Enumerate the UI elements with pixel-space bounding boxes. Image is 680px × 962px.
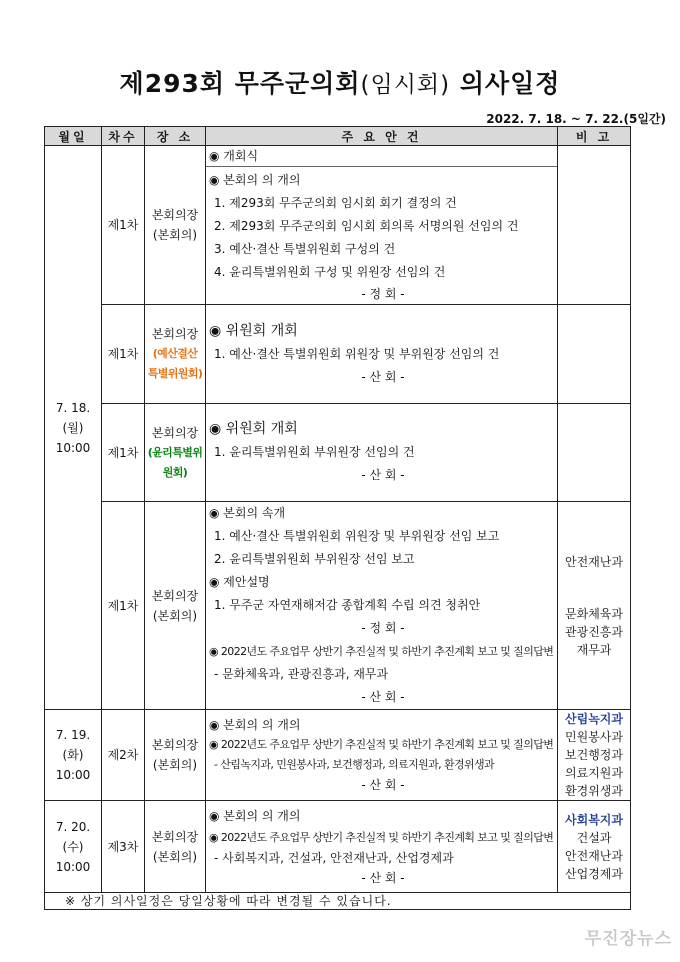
footnote: ※ 상기 의사일정은 당일상황에 따라 변경될 수 있습니다. bbox=[45, 893, 631, 910]
agenda-close: - 산 회 - bbox=[361, 871, 405, 885]
session-cell: 제1차 bbox=[102, 305, 145, 404]
note-cell bbox=[558, 146, 631, 305]
weekday-line: (월) bbox=[62, 420, 84, 435]
note-line: 산업경제과 bbox=[565, 866, 623, 881]
place-line: 본회의장 bbox=[151, 588, 199, 603]
time-line: 10:00 bbox=[55, 440, 91, 455]
time-line: 10:00 bbox=[55, 859, 91, 874]
place-cell bbox=[145, 801, 206, 893]
note-cell bbox=[558, 305, 631, 404]
agenda-close: - 산 회 - bbox=[361, 690, 405, 704]
agenda-item: 1. 예산·결산 특별위원회 위원장 및 부위원장 선임의 건 bbox=[214, 346, 500, 361]
place-line: 본회의장 bbox=[151, 738, 199, 752]
note-line: 사회복지과 bbox=[565, 812, 623, 827]
agenda-heading: ◉ 본회의 속개 bbox=[209, 506, 286, 520]
note-line: 건설과 bbox=[576, 830, 612, 845]
table-row bbox=[45, 801, 631, 893]
session-period: 2022. 7. 18. ~ 7. 22.(5일간) bbox=[486, 112, 666, 126]
place-line: (본회의) bbox=[152, 758, 198, 772]
title-tail: 의사일정 bbox=[459, 69, 561, 98]
agenda-cell bbox=[206, 305, 558, 404]
department-list: - 사회복지과, 건설과, 안전재난과, 산업경제과 bbox=[214, 851, 454, 865]
date-line: 7. 19. bbox=[55, 728, 91, 742]
date-line: 7. 20. bbox=[55, 819, 91, 834]
agenda-cell bbox=[206, 146, 558, 305]
agenda-item: 1. 무주군 자연재해저감 종합계획 수립 의견 청취안 bbox=[214, 598, 481, 612]
agenda-cell bbox=[206, 404, 558, 502]
note-line: 재무과 bbox=[576, 642, 612, 657]
agenda-close: - 산 회 - bbox=[361, 778, 405, 792]
committee-name: 특별위원회) bbox=[147, 367, 203, 380]
agenda-heading: ◉ 개회식 bbox=[209, 149, 259, 163]
header-row bbox=[45, 127, 631, 146]
agenda-cell bbox=[206, 801, 558, 893]
place-cell bbox=[145, 404, 206, 502]
place-line: (본회의) bbox=[152, 849, 198, 864]
note-line: 문화체육과 bbox=[565, 606, 623, 621]
agenda-heading: ◉ 본회의 의 개의 bbox=[209, 173, 301, 187]
date-cell bbox=[45, 710, 102, 801]
agenda-heading: ◉ 2022년도 주요업무 상반기 추진실적 및 하반기 추진계획 보고 및 질의답변 bbox=[209, 645, 554, 658]
weekday-line: (화) bbox=[62, 748, 84, 762]
title-paren: (임시회) bbox=[360, 72, 451, 98]
department-list: - 산림녹지과, 민원봉사과, 보건행정과, 의료지원과, 환경위생과 bbox=[214, 758, 495, 771]
committee-name: (윤리특별위 bbox=[147, 445, 203, 459]
note-cell bbox=[558, 801, 631, 893]
header-session: 차수 bbox=[102, 127, 145, 146]
place-line: 본회의장 bbox=[151, 425, 199, 440]
note-cell bbox=[558, 404, 631, 502]
department-list: - 문화체육과, 관광진흥과, 재무과 bbox=[214, 667, 389, 681]
agenda-heading: ◉ 제안설명 bbox=[209, 575, 270, 589]
place-line: (본회의) bbox=[152, 228, 198, 242]
weekday-line: (수) bbox=[62, 839, 84, 854]
agenda-heading: ◉ 위원회 개회 bbox=[209, 322, 298, 339]
time-line: 10:00 bbox=[55, 768, 91, 782]
header-agenda: 주 요 안 건 bbox=[206, 127, 558, 146]
note-line: 안전재난과 bbox=[565, 554, 623, 569]
note-line: 의료지원과 bbox=[565, 766, 623, 780]
place-cell bbox=[145, 710, 206, 801]
session-cell: 제1차 bbox=[102, 502, 145, 710]
agenda-item: 2. 윤리특별위원회 부위원장 선임 보고 bbox=[214, 552, 415, 566]
session-cell: 제2차 bbox=[102, 710, 145, 801]
header-note: 비 고 bbox=[558, 127, 631, 146]
place-line: (본회의) bbox=[152, 608, 198, 623]
note-line: 산림녹지과 bbox=[565, 712, 623, 726]
note-line: 보건행정과 bbox=[565, 748, 623, 762]
place-line: 본회의장 bbox=[151, 208, 199, 222]
date-cell bbox=[45, 146, 102, 710]
place-cell bbox=[145, 305, 206, 404]
agenda-close: - 정 회 - bbox=[361, 287, 405, 301]
note-line: 민원봉사과 bbox=[565, 730, 623, 744]
agenda-cell bbox=[206, 710, 558, 801]
agenda-close: - 산 회 - bbox=[361, 468, 405, 482]
agenda-heading: ◉ 본회의 의 개의 bbox=[209, 718, 301, 732]
session-cell: 제1차 bbox=[102, 404, 145, 502]
date-cell bbox=[45, 801, 102, 893]
watermark-logo: 무진장뉴스 bbox=[584, 929, 672, 949]
agenda-heading: ◉ 2022년도 주요업무 상반기 추진실적 및 하반기 추진계획 보고 및 질의답변 bbox=[209, 831, 554, 844]
agenda-item: 2. 제293회 무주군의회 임시회 회의록 서명의원 선임의 건 bbox=[214, 219, 519, 233]
agenda-heading: ◉ 2022년도 주요업무 상반기 추진실적 및 하반기 추진계획 보고 및 질의답변 bbox=[209, 738, 554, 751]
header-place: 장 소 bbox=[145, 127, 206, 146]
note-cell bbox=[558, 710, 631, 801]
table-row bbox=[45, 710, 631, 801]
agenda-item: 1. 윤리특별위원회 부위원장 선임의 건 bbox=[214, 445, 415, 459]
agenda-item: 3. 예산·결산 특별위원회 구성의 건 bbox=[214, 242, 396, 256]
place-cell bbox=[145, 146, 206, 305]
note-line: 안전재난과 bbox=[565, 848, 623, 863]
header-date: 월일 bbox=[45, 127, 102, 146]
table-row bbox=[45, 404, 631, 502]
agenda-heading: ◉ 본회의 의 개의 bbox=[209, 809, 301, 823]
note-line: 환경위생과 bbox=[565, 784, 623, 798]
agenda-item: 4. 윤리특별위원회 구성 및 위원장 선임의 건 bbox=[214, 265, 446, 279]
place-line: 본회의장 bbox=[151, 829, 199, 844]
footnote-row bbox=[45, 893, 631, 910]
title-main: 제293회 무주군의회 bbox=[119, 69, 361, 98]
committee-name: (예산결산 bbox=[152, 347, 198, 360]
page-title bbox=[0, 64, 680, 100]
agenda-item: 1. 예산·결산 특별위원회 위원장 및 부위원장 선임 보고 bbox=[214, 529, 500, 543]
table-row bbox=[45, 146, 631, 305]
note-line: 관광진흥과 bbox=[565, 624, 623, 639]
agenda-close: - 정 회 - bbox=[361, 621, 405, 635]
schedule-table bbox=[44, 126, 631, 910]
table-row bbox=[45, 502, 631, 710]
session-cell: 제3차 bbox=[102, 801, 145, 893]
place-line: 본회의장 bbox=[151, 327, 199, 341]
session-cell: 제1차 bbox=[102, 146, 145, 305]
agenda-item: 1. 제293회 무주군의회 임시회 회기 결정의 건 bbox=[214, 196, 457, 210]
committee-name: 원회) bbox=[162, 465, 188, 479]
table-row bbox=[45, 305, 631, 404]
agenda-close: - 산 회 - bbox=[361, 369, 405, 384]
agenda-heading: ◉ 위원회 개회 bbox=[209, 421, 298, 437]
date-line: 7. 18. bbox=[55, 400, 91, 415]
agenda-cell bbox=[206, 502, 558, 710]
place-cell bbox=[145, 502, 206, 710]
note-cell bbox=[558, 502, 631, 710]
